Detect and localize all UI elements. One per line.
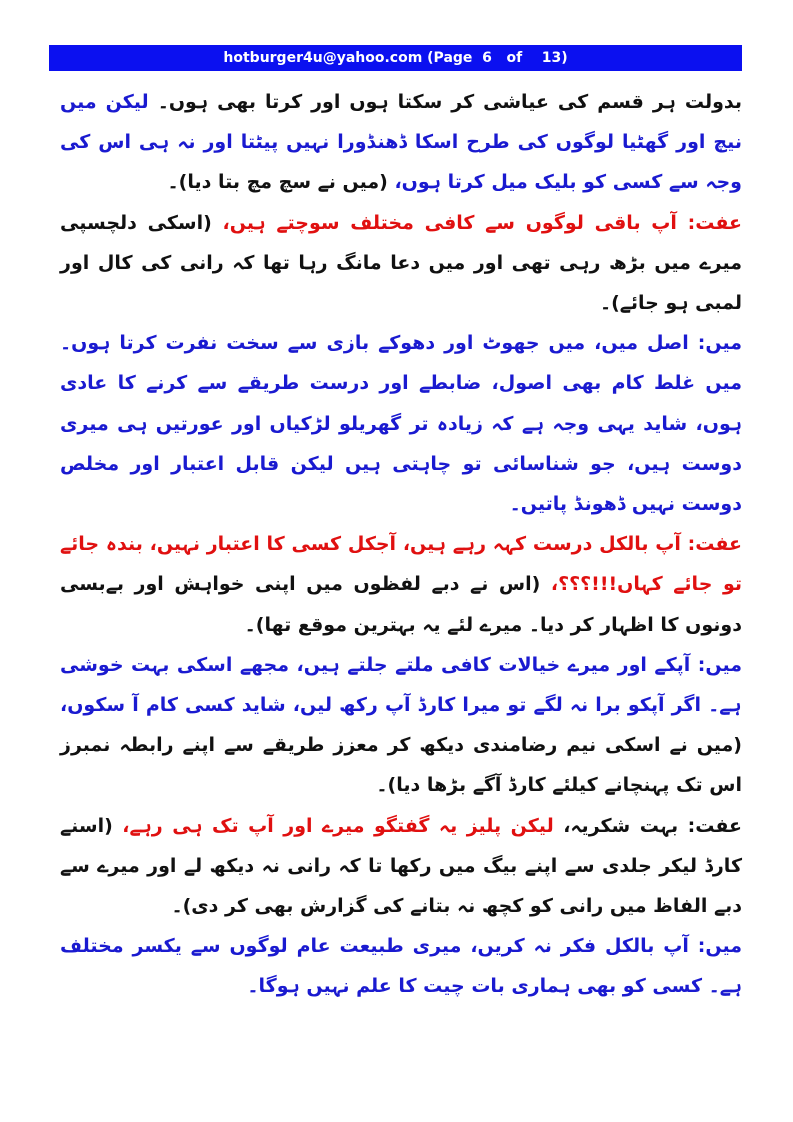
text-segment: بدولت ہر قسم کی عیاشی کر سکتا ہوں اور کرتا بھی ہوں۔: [157, 91, 742, 113]
text-segment: (اسنے کارڈ لیکر جلدی سے اپنے بیگ میں رکھا تا کہ رانی نہ دیکھ لے اور میرے سے دبے الفاظ میں رانی کو کچھ نہ بتانے کی گزارش بھی کر دی)۔: [60, 814, 742, 918]
text-segment: لیکن پلیز یہ گفتگو میرے اور آپ تک ہی رہے،: [112, 814, 554, 837]
text-segment: عفت: بہت شکریہ،: [553, 814, 742, 837]
text-segment: میں: آپ بالکل فکر نہ کریں، میری طبیعت عام لوگوں سے یکسر مختلف ہے۔ کسی کو بھی ہماری بات چیت کا علم نہیں ہوگا۔: [60, 935, 742, 998]
story-text: [60, 82, 742, 1007]
paragraph: [60, 524, 742, 645]
paragraph: [60, 806, 742, 927]
text-segment: میں: آپکے اور میرے خیالات کافی ملتے جلتے ہیں، مجھے اسکی بہت خوشی ہے۔ اگر آپکو برا نہ لگے تو میرا کارڈ آپ رکھ لیں، شاید کسی کام آ سکوں،: [60, 653, 742, 717]
paragraph: [60, 323, 742, 524]
text-segment: لیکن میں نیچ اور گھٹیا لوگوں کی طرح اسکا ڈھنڈورا نہیں پیٹتا اور نہ ہی اس کی وجہ سے کسی کو بلیک میل کرتا ہوں،: [60, 91, 742, 194]
text-segment: (اسکی دلچسپی میرے میں بڑھ رہی تھی اور میں دعا مانگ رہا تھا کہ رانی کی کال اور لمبی ہو جائے)۔: [60, 211, 742, 315]
text-segment: (میں نے سچ مچ بتا دیا)۔: [167, 171, 388, 194]
text-segment: (اس نے دبے لفظوں میں اپنی خواہش اور بےبسی دونوں کا اظہار کر دیا۔ میرے لئے یہ بہترین موقع تھا)۔: [60, 573, 742, 636]
paragraph: [60, 926, 742, 1006]
paragraph: [60, 82, 742, 203]
paragraph: [60, 203, 742, 324]
text-segment: (میں نے اسکی نیم رضامندی دیکھ کر معزز طریقے سے اپنے رابطہ نمبرز اس تک پہنچانے کیلئے کارڈ آگے بڑھا دیا)۔: [60, 734, 742, 797]
page-header: hotburger4u@yahoo.com (Page 6 of 13): [49, 45, 742, 71]
text-segment: عفت: آپ بالکل درست کہہ رہے ہیں، آجکل کسی کا اعتبار نہیں، بندہ جائے تو جائے کہاں!!!؟؟؟،: [60, 533, 743, 596]
text-segment: میں: اصل میں، میں جھوٹ اور دھوکے بازی سے سخت نفرت کرتا ہوں۔ میں غلط کام بھی اصول، ضابطے اور درست طریقے سے کرنے کا عادی ہوں، شاید یہی وجہ ہے کہ زیادہ تر گھریلو لڑکیاں اور عورتیں ہی میری دوست ہیں، جو شناسائی تو چاہتی ہیں لیکن قابل اعتبار اور مخلص دوست نہیں ڈھونڈ پاتیں۔: [60, 332, 742, 516]
paragraph: [60, 645, 742, 806]
text-segment: عفت: آپ باقی لوگوں سے کافی مختلف سوچتے ہیں،: [211, 211, 742, 234]
